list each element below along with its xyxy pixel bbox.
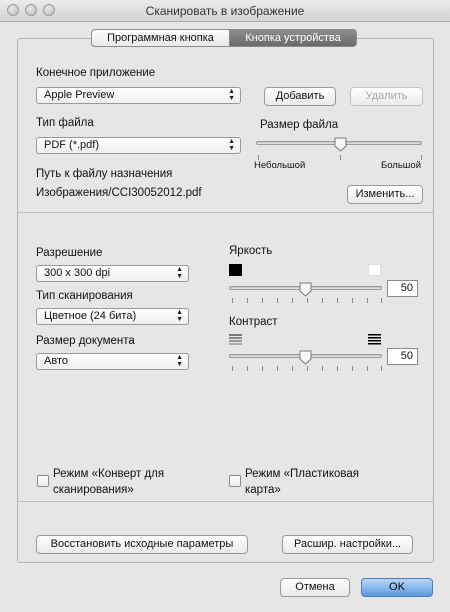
dest-path-label: Путь к файлу назначения bbox=[36, 168, 173, 180]
brightness-slider-ticks bbox=[232, 298, 382, 304]
advanced-settings-button[interactable]: Расшир. настройки... bbox=[282, 535, 413, 554]
destination-app-select[interactable] bbox=[36, 87, 241, 104]
updown-arrows-icon: ▲ ▼ bbox=[176, 266, 183, 280]
envelope-mode-label-1: Режим «Конверт для bbox=[53, 468, 165, 480]
plastic-card-mode-label-1: Режим «Пластиковая bbox=[245, 468, 360, 480]
contrast-slider-ticks bbox=[232, 366, 382, 372]
remove-button[interactable]: Удалить bbox=[350, 87, 423, 106]
contrast-label: Контраст bbox=[229, 316, 278, 328]
resolution-label: Разрешение bbox=[36, 247, 103, 259]
ok-button[interactable]: OK bbox=[361, 578, 433, 597]
envelope-mode-label-2: сканирования» bbox=[53, 484, 134, 496]
updown-arrows-icon: ▲ ▼ bbox=[228, 138, 235, 152]
scan-type-value: Цветное (24 бита) bbox=[44, 310, 137, 322]
tab-bar bbox=[91, 29, 357, 47]
scan-type-label: Тип сканирования bbox=[36, 290, 133, 302]
brightness-label: Яркость bbox=[229, 245, 273, 257]
file-type-select[interactable] bbox=[36, 137, 241, 154]
tab-software-button[interactable]: Программная кнопка bbox=[91, 29, 230, 47]
doc-size-label: Размер документа bbox=[36, 335, 135, 347]
updown-arrows-icon: ▲ ▼ bbox=[228, 88, 235, 102]
updown-arrows-icon: ▲ ▼ bbox=[176, 309, 183, 323]
brightness-value-field[interactable]: 50 bbox=[387, 280, 418, 297]
scan-type-select[interactable] bbox=[36, 308, 189, 325]
add-button[interactable]: Добавить bbox=[264, 87, 336, 106]
high-contrast-icon bbox=[368, 334, 381, 346]
plastic-card-mode-label-2: карта» bbox=[245, 484, 281, 496]
contrast-value-field[interactable]: 50 bbox=[387, 348, 418, 365]
tab-device-button[interactable]: Кнопка устройства bbox=[230, 29, 357, 47]
low-contrast-icon bbox=[229, 334, 242, 346]
doc-size-value: Авто bbox=[44, 355, 68, 367]
window-title: Сканировать в изображение bbox=[145, 4, 305, 18]
contrast-slider-thumb[interactable] bbox=[299, 350, 312, 365]
restore-defaults-button[interactable]: Восстановить исходные параметры bbox=[36, 535, 248, 554]
cancel-button[interactable]: Отмена bbox=[280, 578, 350, 597]
file-type-value: PDF (*.pdf) bbox=[44, 139, 100, 151]
section-divider bbox=[18, 501, 433, 502]
doc-size-select[interactable] bbox=[36, 353, 189, 370]
file-size-max-label: Большой bbox=[381, 160, 422, 171]
light-swatch-icon bbox=[368, 264, 381, 276]
envelope-mode-checkbox[interactable] bbox=[37, 475, 49, 487]
file-size-min-label: Небольшой bbox=[254, 160, 306, 171]
section-divider bbox=[18, 212, 433, 213]
dest-path-value: Изображения/CCI30052012.pdf bbox=[36, 187, 202, 199]
file-size-label: Размер файла bbox=[260, 119, 339, 131]
brightness-slider-thumb[interactable] bbox=[299, 282, 312, 297]
plastic-card-mode-checkbox[interactable] bbox=[229, 475, 241, 487]
file-type-label: Тип файла bbox=[36, 117, 94, 129]
file-size-slider-thumb[interactable] bbox=[334, 137, 347, 152]
dark-swatch-icon bbox=[229, 264, 242, 276]
destination-app-label: Конечное приложение bbox=[36, 67, 156, 79]
updown-arrows-icon: ▲ ▼ bbox=[176, 354, 183, 368]
title-bar bbox=[0, 0, 450, 22]
destination-app-value: Apple Preview bbox=[44, 89, 115, 101]
change-path-button[interactable]: Изменить... bbox=[347, 185, 423, 204]
resolution-select[interactable] bbox=[36, 265, 189, 282]
resolution-value: 300 x 300 dpi bbox=[44, 267, 111, 279]
